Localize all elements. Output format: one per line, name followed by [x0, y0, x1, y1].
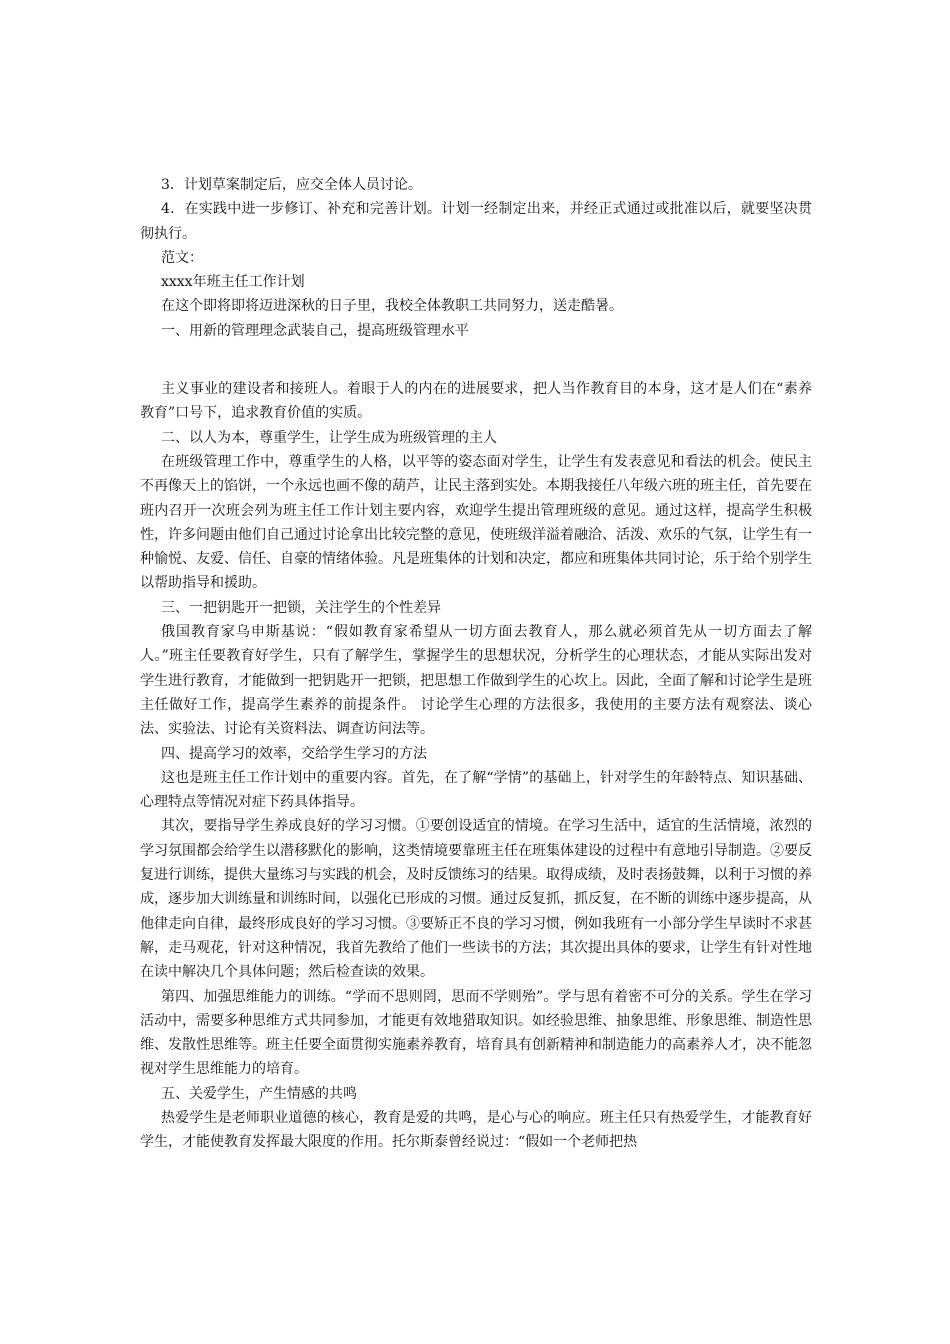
document-title: xxxx年班主任工作计划 [161, 274, 305, 291]
paragraph-section-3-body: 俄国教育家乌申斯基说：“假如教育家希望从一切方面去教育人，那么就必须首先从一切方面去了解人。”班主任要教育好学生，只有了解学生，掌握学生的思想状况，分析学生的心理状态，才能从实际出发对学生进行教育，才能做到一把钥匙开一把锁，把思想工作做到学生的心坎上。因此，全面了解和讨论学生是班主任做好工作，提高学生素养的前提条件。 讨论学生心理的方法很多，我使用的主要方法有观察法、谈心法、实验法、讨论有关资料法、调查访问法等。 [140, 624, 812, 738]
section-heading-3: 三、一把钥匙开一把锁，关注学生的个性差异 [161, 599, 441, 616]
paragraph-section-4-body-2: 其次，要指导学生养成良好的学习习惯。①要创设适宜的情境。在学习生活中，适宜的生活情境，浓烈的学习氛围都会给学生以潜移默化的影响，这类情境要靠班主任在班集体建设的过程中有意地引导制造。②要反复进行训练，提供大量练习与实践的机会，及时反馈练习的结果。取得成绩，及时表扬鼓舞，以利于习惯的养成，逐步加大训练量和训练时间，以强化已形成的习惯。通过反复抓，抓反复，在不断的训练中逐步提高，从他律走向自律，最终形成良好的学习习惯。③要矫正不良的学习习惯，例如我班有一小部分学生早读时不求甚解，走马观花，针对这种情况，我首先教给了他们一些读书的方法；其次提出具体的要求，让学生有针对性地在读中解决几个具体问题；然后检查读的效果。 [140, 818, 812, 981]
paragraph-section-2-body: 在班级管理工作中，尊重学生的人格，以平等的姿态面对学生，让学生有发表意见和看法的机会。使民主不再像天上的馅饼，一个永远也画不像的葫芦，让民主落到实处。本期我接任八年级六班的班主任，首先要在班内召开一次班会列为班主任工作计划主要内容，欢迎学生提出管理班级的意见。通过这样，提高学生积极性，许多问题由他们自己通过讨论拿出比较完整的意见，使班级洋溢着融洽、活泼、欢乐的气氛，让学生有一种愉悦、友爱、信任、自豪的情绪体验。凡是班集体的计划和决定，都应和班集体共同讨论，乐于给个别学生以帮助指导和援助。 [140, 453, 812, 592]
paragraph-section-4-body-1: 这也是班主任工作计划中的重要内容。首先，在了解“学情”的基础上，针对学生的年龄特点、知识基础、心理特点等情况对症下药具体指导。 [140, 769, 812, 811]
section-heading-5: 五、关爱学生，产生情感的共鸣 [161, 1085, 357, 1102]
paragraph-section-5-body: 热爱学生是老师职业道德的核心，教育是爱的共鸣，是心与心的响应。班主任只有热爱学生，才能教育好学生，才能使教育发挥最大限度的作用。托尔斯泰曾经说过：“假如一个老师把热 [140, 1109, 812, 1151]
document-body [140, 173, 812, 1155]
blank-gap [140, 343, 812, 377]
paragraph-sample-label: 范文： [161, 249, 203, 266]
paragraph-section-1-body: 主义事业的建设者和接班人。着眼于人的内在的进展要求，把人当作教育目的本身，这才是人们在“素养教育”口号下，追求教育价值的实质。 [140, 381, 812, 422]
section-heading-4: 四、提高学习的效率，交给学生学习的方法 [161, 745, 427, 762]
paragraph-step-3: 3．计划草案制定后，应交全体人员讨论。 [161, 177, 422, 193]
section-heading-2: 二、以人为本，尊重学生，让学生成为班级管理的主人 [161, 429, 497, 446]
paragraph-section-4-body-3: 第四、加强思维能力的训练。“学而不思则罔，思而不学则殆”。学与思有着密不可分的关系。学生在学习活动中，需要多种思维方式共同参加，才能更有效地猎取知识。如经验思维、抽象思维、形象思维、制造性思维、发散性思维等。班主任要全面贯彻实施素养教育，培育具有创新精神和制造能力的高素养人才，决不能忽视对学生思维能力的培育。 [140, 988, 812, 1078]
paragraph-intro: 在这个即将即将迈进深秋的日子里，我校全体教职工共同努力，送走酷暑。 [161, 298, 623, 315]
paragraph-step-4: 4．在实践中进一步修订、补充和完善计划。计划一经制定出来，并经正式通过或批准以后，就要坚决贯彻执行。 [140, 201, 812, 242]
section-heading-1: 一、用新的管理理念武装自己，提高班级管理水平 [161, 322, 469, 339]
